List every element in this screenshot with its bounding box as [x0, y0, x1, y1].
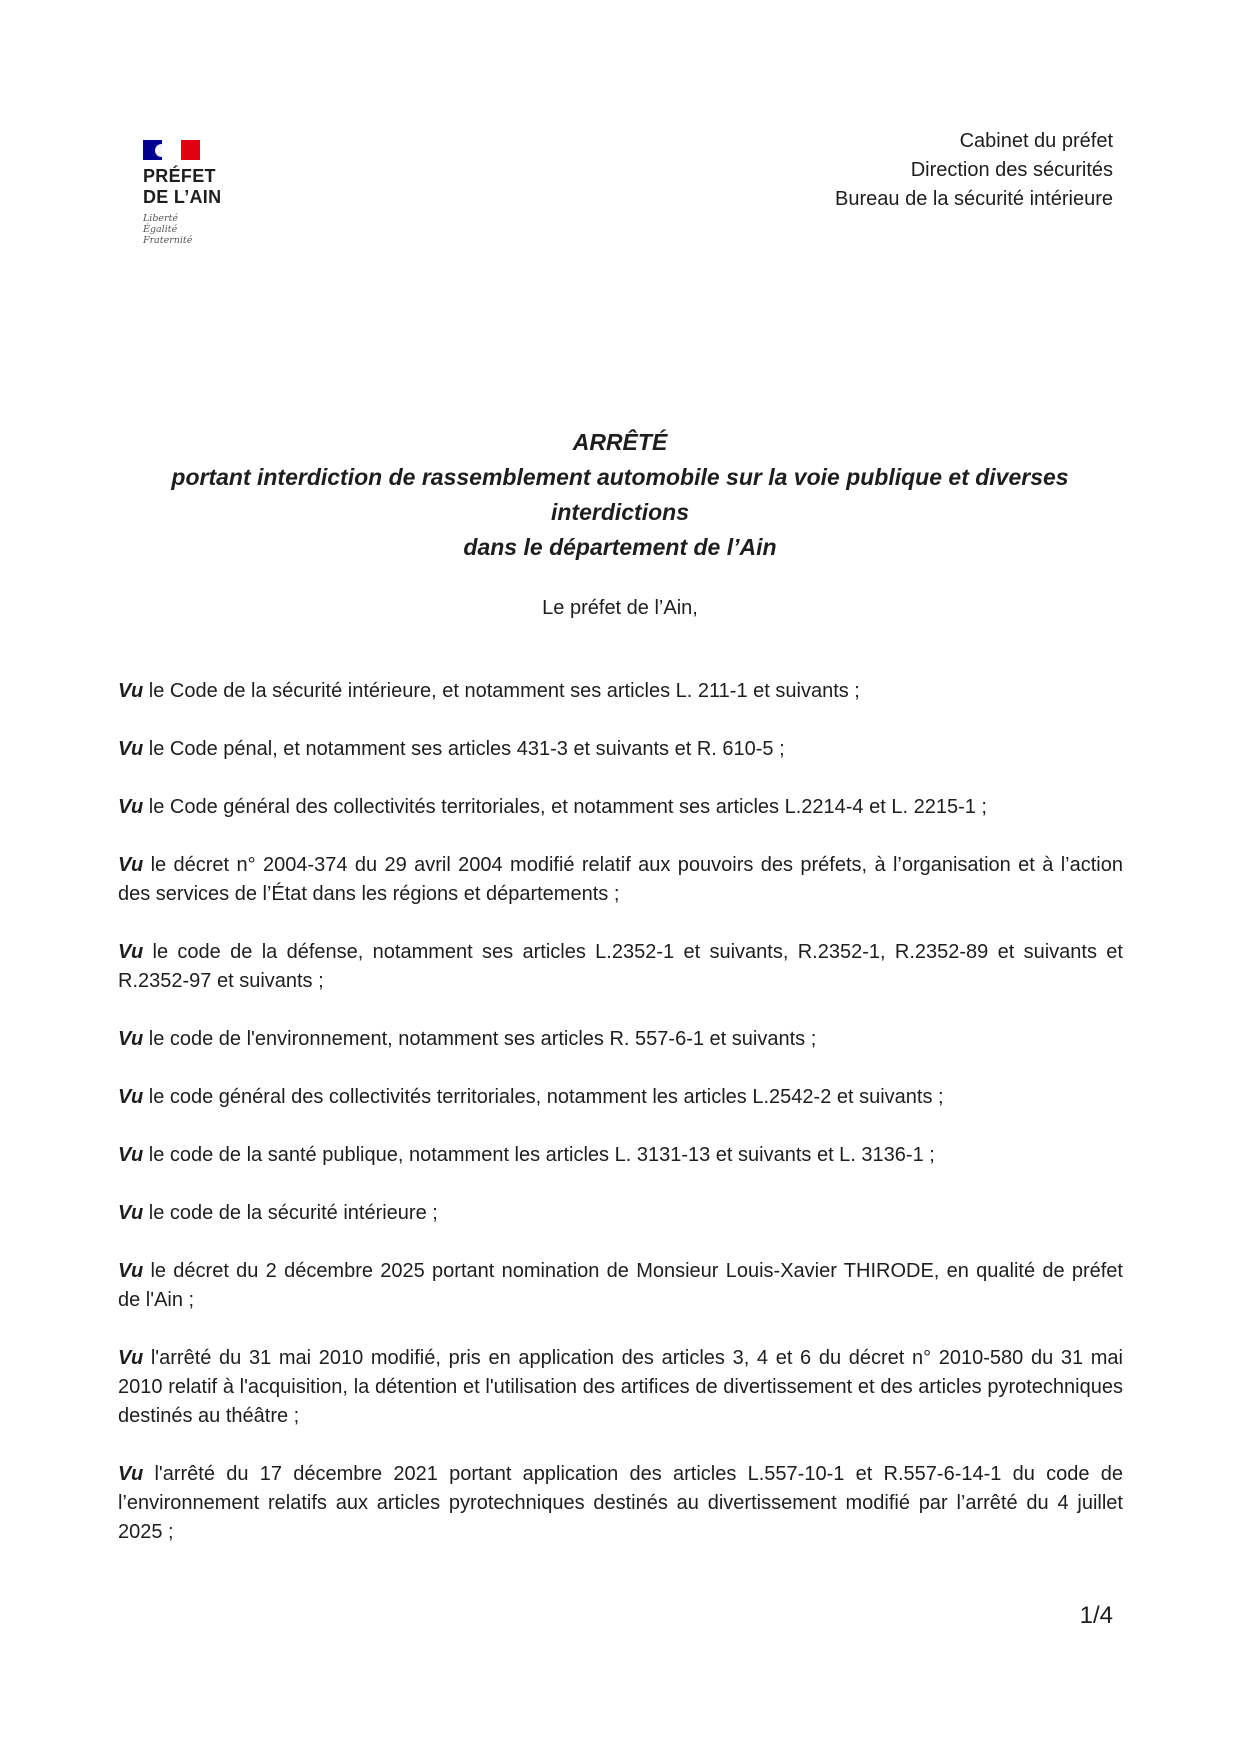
consideration-item [118, 1199, 1123, 1228]
page-number: 1/4 [1079, 1602, 1113, 1629]
consideration-item [118, 1344, 1123, 1431]
logo-title [143, 166, 263, 208]
vu-keyword: Vu [118, 1028, 144, 1050]
logo-title-line-2: DE L’AIN [143, 187, 222, 207]
consideration-item [118, 677, 1123, 706]
vu-keyword: Vu [118, 941, 144, 963]
consideration-text: le code de la défense, notamment ses articles L.2352-1 et suivants, R.2352-1, R.2352-89 et suivants et R.2352-97 et suivants ; [118, 941, 1123, 992]
logo-motto [143, 213, 263, 246]
considerations-list [118, 677, 1123, 1576]
vu-keyword: Vu [118, 1347, 144, 1369]
decree-subtitle-line-1: portant interdiction de rassemblement automobile sur la voie publique et diverses interdictions [171, 464, 1069, 525]
service-line-3: Bureau de la sécurité intérieure [835, 188, 1113, 210]
consideration-item [118, 938, 1123, 996]
consideration-text: le décret du 2 décembre 2025 portant nomination de Monsieur Louis-Xavier THIRODE, en qualité de préfet de l'Ain ; [118, 1260, 1123, 1311]
consideration-text: le Code général des collectivités territoriales, et notamment ses articles L.2214-4 et L. 2215-1 ; [143, 796, 987, 818]
consideration-text: le code de l'environnement, notamment ses articles R. 557-6-1 et suivants ; [143, 1028, 817, 1050]
decree-subtitle-line-2: dans le département de l’Ain [463, 534, 777, 560]
motto-fraternite: Fraternité [143, 235, 193, 246]
consideration-text: le décret n° 2004-374 du 29 avril 2004 modifié relatif aux pouvoirs des préfets, à l’organisation et à l’action des services de l’État dans les régions et départements ; [118, 854, 1123, 905]
vu-keyword: Vu [118, 680, 144, 702]
service-line-2: Direction des sécurités [910, 159, 1113, 181]
consideration-text: l'arrêté du 17 décembre 2021 portant application des articles L.557-10-1 et R.557-6-14-1 du code de l’environnement relatifs aux articles pyrotechniques destinés au divertissement modifié par l’arrêté du 4 juillet 2025 ; [118, 1463, 1123, 1543]
vu-keyword: Vu [118, 854, 144, 876]
consideration-item [118, 851, 1123, 909]
consideration-text: le Code pénal, et notamment ses articles 431-3 et suivants et R. 610-5 ; [143, 738, 785, 760]
vu-keyword: Vu [118, 1463, 144, 1485]
prefecture-logo [143, 140, 263, 246]
issuing-service [835, 127, 1113, 214]
consideration-text: le code général des collectivités territoriales, notamment les articles L.2542-2 et suivants ; [143, 1086, 944, 1108]
vu-keyword: Vu [118, 1144, 144, 1166]
preamble: Le préfet de l’Ain, [542, 597, 698, 619]
motto-egalite: Égalité [143, 224, 178, 235]
consideration-text: le code de la santé publique, notamment les articles L. 3131-13 et suivants et L. 3136-1 ; [143, 1144, 935, 1166]
consideration-text: le code de la sécurité intérieure ; [143, 1202, 438, 1224]
consideration-item [118, 793, 1123, 822]
decree-heading: ARRÊTÉ [572, 429, 668, 455]
vu-keyword: Vu [118, 1260, 144, 1282]
marianne-flag-icon [143, 140, 200, 160]
motto-liberte: Liberté [143, 213, 179, 224]
consideration-item [118, 1257, 1123, 1315]
service-line-1: Cabinet du préfet [959, 130, 1113, 152]
decree-title [120, 425, 1120, 565]
vu-keyword: Vu [118, 738, 144, 760]
logo-title-line-1: PRÉFET [143, 166, 216, 186]
consideration-item [118, 1083, 1123, 1112]
consideration-text: l'arrêté du 31 mai 2010 modifié, pris en application des articles 3, 4 et 6 du décret n° 2010-580 du 31 mai 2010 relatif à l'acquisition, la détention et l'utilisation des artifices de divertissement et des articles pyrotechniques destinés au théâtre ; [118, 1347, 1123, 1427]
vu-keyword: Vu [118, 1086, 144, 1108]
vu-keyword: Vu [118, 796, 144, 818]
consideration-item [118, 735, 1123, 764]
consideration-text: le Code de la sécurité intérieure, et notamment ses articles L. 211-1 et suivants ; [143, 680, 860, 702]
consideration-item [118, 1025, 1123, 1054]
consideration-item [118, 1141, 1123, 1170]
vu-keyword: Vu [118, 1202, 144, 1224]
consideration-item [118, 1460, 1123, 1547]
